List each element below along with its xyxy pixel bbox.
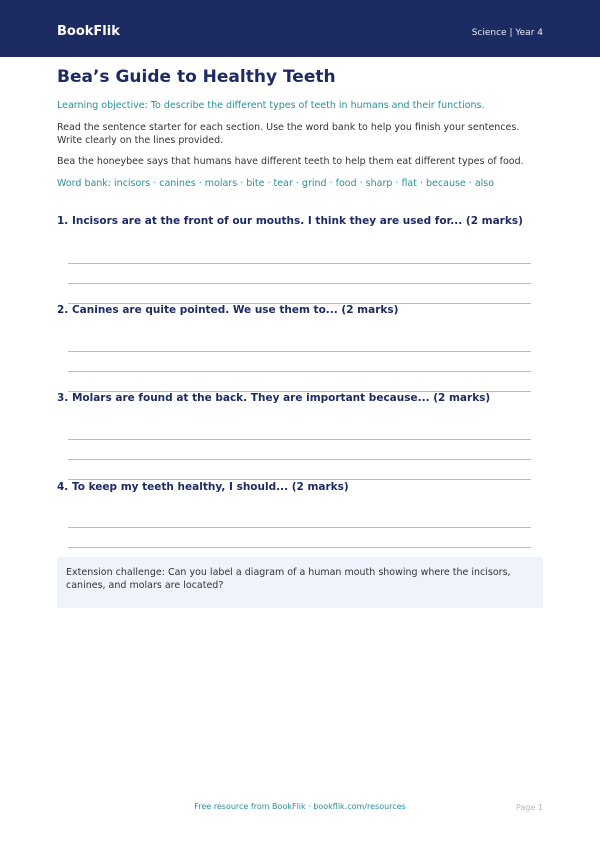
answer-line[interactable] [68,527,531,528]
answer-line[interactable] [68,283,531,284]
word-bank: Word bank: incisors · canines · molars · bite · tear · grind · food · sharp · flat · because · also [57,178,495,189]
extension-challenge-text: Extension challenge: Can you label a diagram of a human mouth showing where the incisors, canines, and molars are located? [66,567,511,591]
brand-logo[interactable]: BookFlik [57,24,120,39]
answer-line[interactable] [68,351,531,352]
answer-line[interactable] [68,263,531,264]
learning-objective: Learning objective: To describe the different types of teeth in humans and their functions. [57,100,485,111]
header-bar [0,0,600,57]
answer-line[interactable] [68,479,531,480]
page-number: Page 1 [516,803,543,812]
question-4: 4. To keep my teeth healthy, I should... (2 marks) [57,481,349,493]
subject-year-label: Science | Year 4 [471,28,543,38]
footer-credit[interactable]: Free resource from BookFlik · bookflik.com/resources [194,802,406,811]
answer-line[interactable] [68,439,531,440]
question-1: 1. Incisors are at the front of our mouths. I think they are used for... (2 marks) [57,215,523,227]
question-2: 2. Canines are quite pointed. We use them to... (2 marks) [57,304,399,316]
instructions: Read the sentence starter for each section. Use the word bank to help you finish your sentences. Write clearly on the lines provided. [57,122,520,146]
answer-line[interactable] [68,371,531,372]
answer-line[interactable] [68,547,531,548]
extension-challenge-box [57,557,543,608]
worksheet-intro [57,66,543,190]
intro-text: Bea the honeybee says that humans have different teeth to help them eat different types of food. [57,156,524,167]
page-title: Bea’s Guide to Healthy Teeth [57,67,336,87]
answer-line[interactable] [68,459,531,460]
question-3: 3. Molars are found at the back. They are important because... (2 marks) [57,392,491,404]
